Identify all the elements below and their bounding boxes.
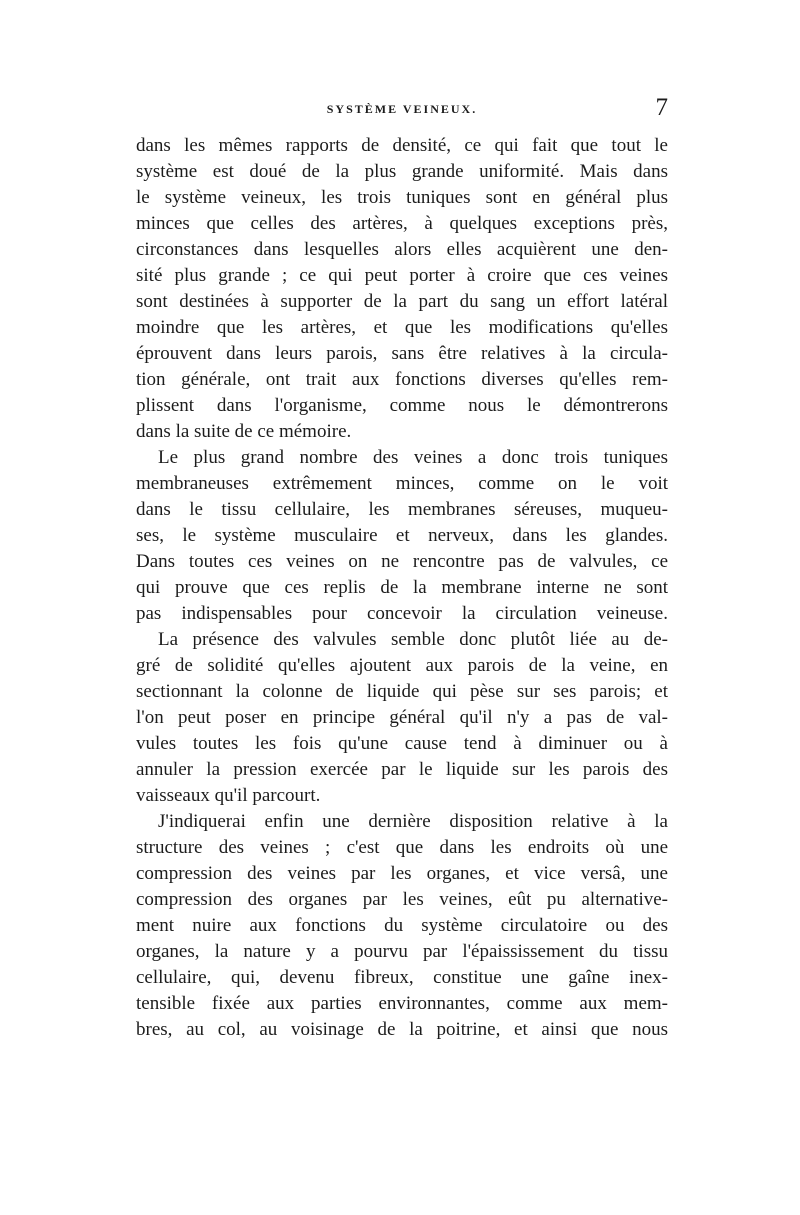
text-line: J'indiquerai enfin une dernière disposition relative à la: [158, 811, 668, 832]
text-line: vaisseaux qu'il parcourt.: [136, 785, 321, 806]
text-line: tensible fixée aux parties environnantes, comme aux mem-: [136, 993, 668, 1014]
text-line: tion générale, ont trait aux fonctions diverses qu'elles rem-: [136, 369, 668, 390]
text-line: qui prouve que ces replis de la membrane interne ne sont: [136, 577, 668, 598]
text-line: Dans toutes ces veines on ne rencontre pas de valvules, ce: [136, 551, 668, 572]
text-line: sité plus grande ; ce qui peut porter à croire que ces veines: [136, 265, 668, 286]
text-line: système est doué de la plus grande uniformité. Mais dans: [136, 161, 668, 182]
text-line: membraneuses extrêmement minces, comme on le voit: [136, 473, 668, 494]
text-line: dans le tissu cellulaire, les membranes séreuses, muqueu-: [136, 499, 668, 520]
text-line: bres, au col, au voisinage de la poitrine, et ainsi que nous: [136, 1019, 668, 1040]
text-line: La présence des valvules semble donc plutôt liée au de-: [158, 629, 668, 650]
text-line: sont destinées à supporter de la part du sang un effort latéral: [136, 291, 668, 312]
text-line: dans les mêmes rapports de densité, ce qui fait que tout le: [136, 135, 668, 156]
text-line: l'on peut poser en principe général qu'il n'y a pas de val-: [136, 707, 668, 728]
body-text: [136, 133, 668, 1043]
text-line: vules toutes les fois qu'une cause tend à diminuer ou à: [136, 733, 668, 754]
text-line: éprouvent dans leurs parois, sans être relatives à la circula-: [136, 343, 668, 364]
text-line: moindre que les artères, et que les modifications qu'elles: [136, 317, 668, 338]
running-head: [136, 94, 668, 130]
running-title: SYSTÈME VEINEUX.: [326, 102, 478, 116]
paragraph-2: [136, 445, 668, 627]
text-line: circonstances dans lesquelles alors elles acquièrent une den-: [136, 239, 668, 260]
text-line: pas indispensables pour concevoir la circulation veineuse.: [136, 603, 668, 624]
paragraph-3: [136, 627, 668, 809]
paragraph-1: [136, 133, 668, 445]
text-line: dans la suite de ce mémoire.: [136, 421, 352, 442]
paragraph-4: [136, 809, 668, 1043]
text-line: minces que celles des artères, à quelques exceptions près,: [136, 213, 668, 234]
text-line: Le plus grand nombre des veines a donc trois tuniques: [158, 447, 668, 468]
text-line: sectionnant la colonne de liquide qui pèse sur ses parois; et: [136, 681, 668, 702]
text-line: ses, le système musculaire et nerveux, dans les glandes.: [136, 525, 668, 546]
text-line: cellulaire, qui, devenu fibreux, constitue une gaîne inex-: [136, 967, 668, 988]
text-line: structure des veines ; c'est que dans les endroits où une: [136, 837, 668, 858]
text-line: annuler la pression exercée par le liquide sur les parois des: [136, 759, 668, 780]
text-line: plissent dans l'organisme, comme nous le démontrerons: [136, 395, 668, 416]
text-line: compression des veines par les organes, et vice versâ, une: [136, 863, 668, 884]
text-line: le système veineux, les trois tuniques sont en général plus: [136, 187, 668, 208]
text-line: compression des organes par les veines, eût pu alternative-: [136, 889, 668, 910]
page-number: 7: [655, 94, 668, 121]
text-line: gré de solidité qu'elles ajoutent aux parois de la veine, en: [136, 655, 668, 676]
text-line: ment nuire aux fonctions du système circulatoire ou des: [136, 915, 668, 936]
text-line: organes, la nature y a pourvu par l'épaississement du tissu: [136, 941, 668, 962]
